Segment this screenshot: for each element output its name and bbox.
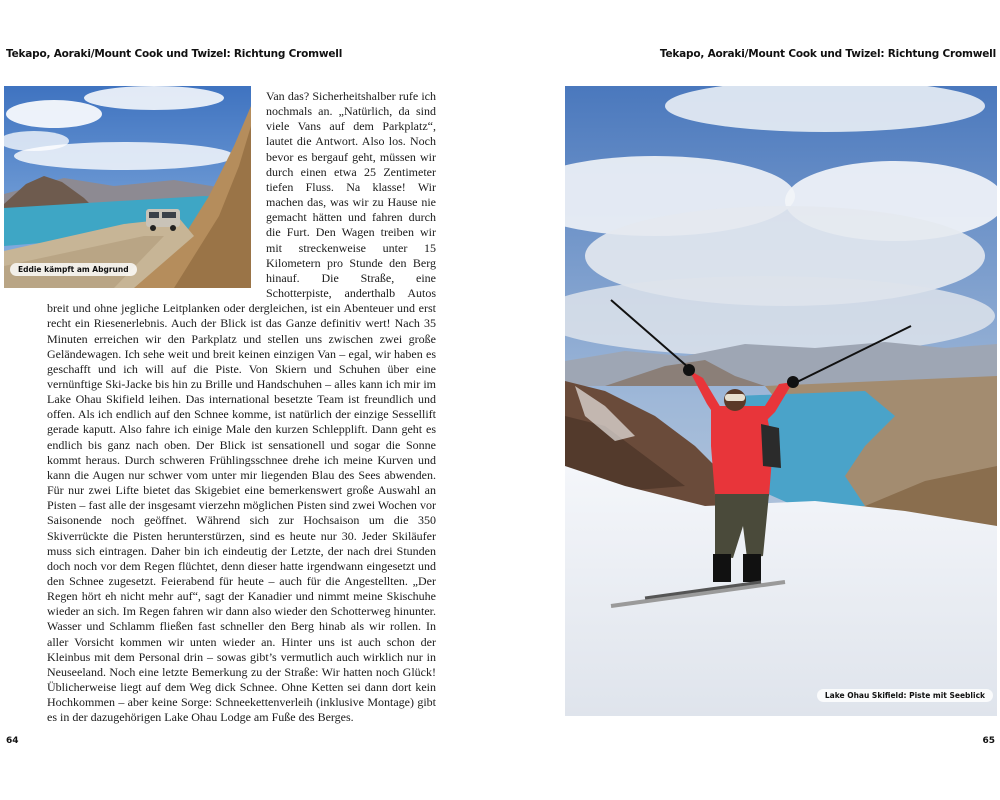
right-page [500, 0, 1000, 800]
running-head-right: Tekapo, Aoraki/Mount Cook und Twizel: Richtung Cromwell [659, 48, 996, 60]
photo-caption-left: Eddie kämpft am Abgrund [10, 263, 137, 276]
photo-skier-illustration [565, 86, 997, 716]
photo-skier-with-lake-view [565, 86, 997, 716]
page-number-left: 64 [6, 736, 19, 746]
body-text [47, 89, 436, 726]
page-number-right: 65 [982, 736, 995, 746]
photo-caption-right: Lake Ohau Skifield: Piste mit Seeblick [817, 689, 993, 702]
running-head-left: Tekapo, Aoraki/Mount Cook und Twizel: Richtung Cromwell [6, 48, 343, 60]
body-paragraph: Van das? Sicherheitshalber rufe ich nochmals an. „Natürlich, da sind viele Vans auf dem Parkplatz“, lautet die Antwort. Also los. Noch bevor es bergauf geht, müssen wir durch einen etwa 25 Zentimeter tiefen Fluss. Na klasse! Wir machen das, was wir zu Hause nie gemacht hätten und fahren durch die Furt. Den Wagen treiben wir mit streckenweise unter 15 Kilometern pro Stunde den Berg hinauf. Die Straße, eine Schotterpiste, anderthalb Autos breit und ohne jegliche Leitplanken oder dergleichen, ist ein Abenteuer und erst recht ein Riesenerlebnis. Auch der Blick ist das Ganze definitiv wert! Nach 35 Minuten erreichen wir den Parkplatz und stellen uns zwischen zwei große Geländewagen. Ich sehe weit und breit keinen einzigen Van – egal, wir haben es geschafft und ich will auf die Piste. Von Skiern und Schuhen über eine vernünftige Ski-Jacke bis hin zu Brille und Handschuhen – alles kann ich mir im Lake Ohau Skifield leihen. Das international besetzte Team ist freundlich und offen. Als ich endlich auf den Schnee komme, ist natürlich der einzige Sessellift gerade kaputt. Also fahre ich einige Male den kurzen Schlepplift. Dann geht es endlich bis ganz nach oben. Der Blick ist sensationell und sogar die Sonne kommt heraus. Durch schweren Frühlingsschnee drehe ich meine Kurven und kann die Augen nur schwer vom unter mir liegenden Blau des Sees abwenden. Für nur zwei Lifte bietet das Skigebiet eine bemerkenswert große Auswahl an Pisten – fast alle der insgesamt vierzehn möglichen Pisten sind zwei Wochen vor Saisonende noch geöffnet. Während sich zur Hochsaison um die 350 Skiverrückte die Pisten herunterstürzen, sind es heute nur 30. Jeder Skiläufer muss sich eintragen. Daher bin ich eindeutig der Letzte, der nach drei Stunden doch noch vor dem Regen flüchtet, denn dieser hatte irgendwann eingesetzt und den Schnee zugesetzt. Feierabend für heute – auch für die Angestellten. „Der Regen hört eh nicht mehr auf“, sagt der Kanadier und nimmt meine Skischuhe wieder an sich. Im Regen fahren wir dann also wieder den Schotterweg hinunter. Wasser und Schlamm fließen fast schneller den Berg hinab als wir rollen. In aller Vorsicht kommen wir unten wieder an. Hinter uns ist auch schon der Kleinbus mit dem Personal drin – sowas gibt’s vermutlich auch wirklich nur in Neuseeland. Noch eine letzte Bemerkung zu der Straße: Wir hatten noch Glück! Üblicherweise liegt auf dem Weg dick Schnee. Ohne Ketten sei dann dort kein Hochkommen – aber keine Sorge: Schneekettenverleih (inklusive Montage) gibt es in der dazugehörigen Lake Ohau Lodge am Fuße des Berges. [47, 89, 436, 725]
text-wrap-spacer [47, 89, 266, 297]
